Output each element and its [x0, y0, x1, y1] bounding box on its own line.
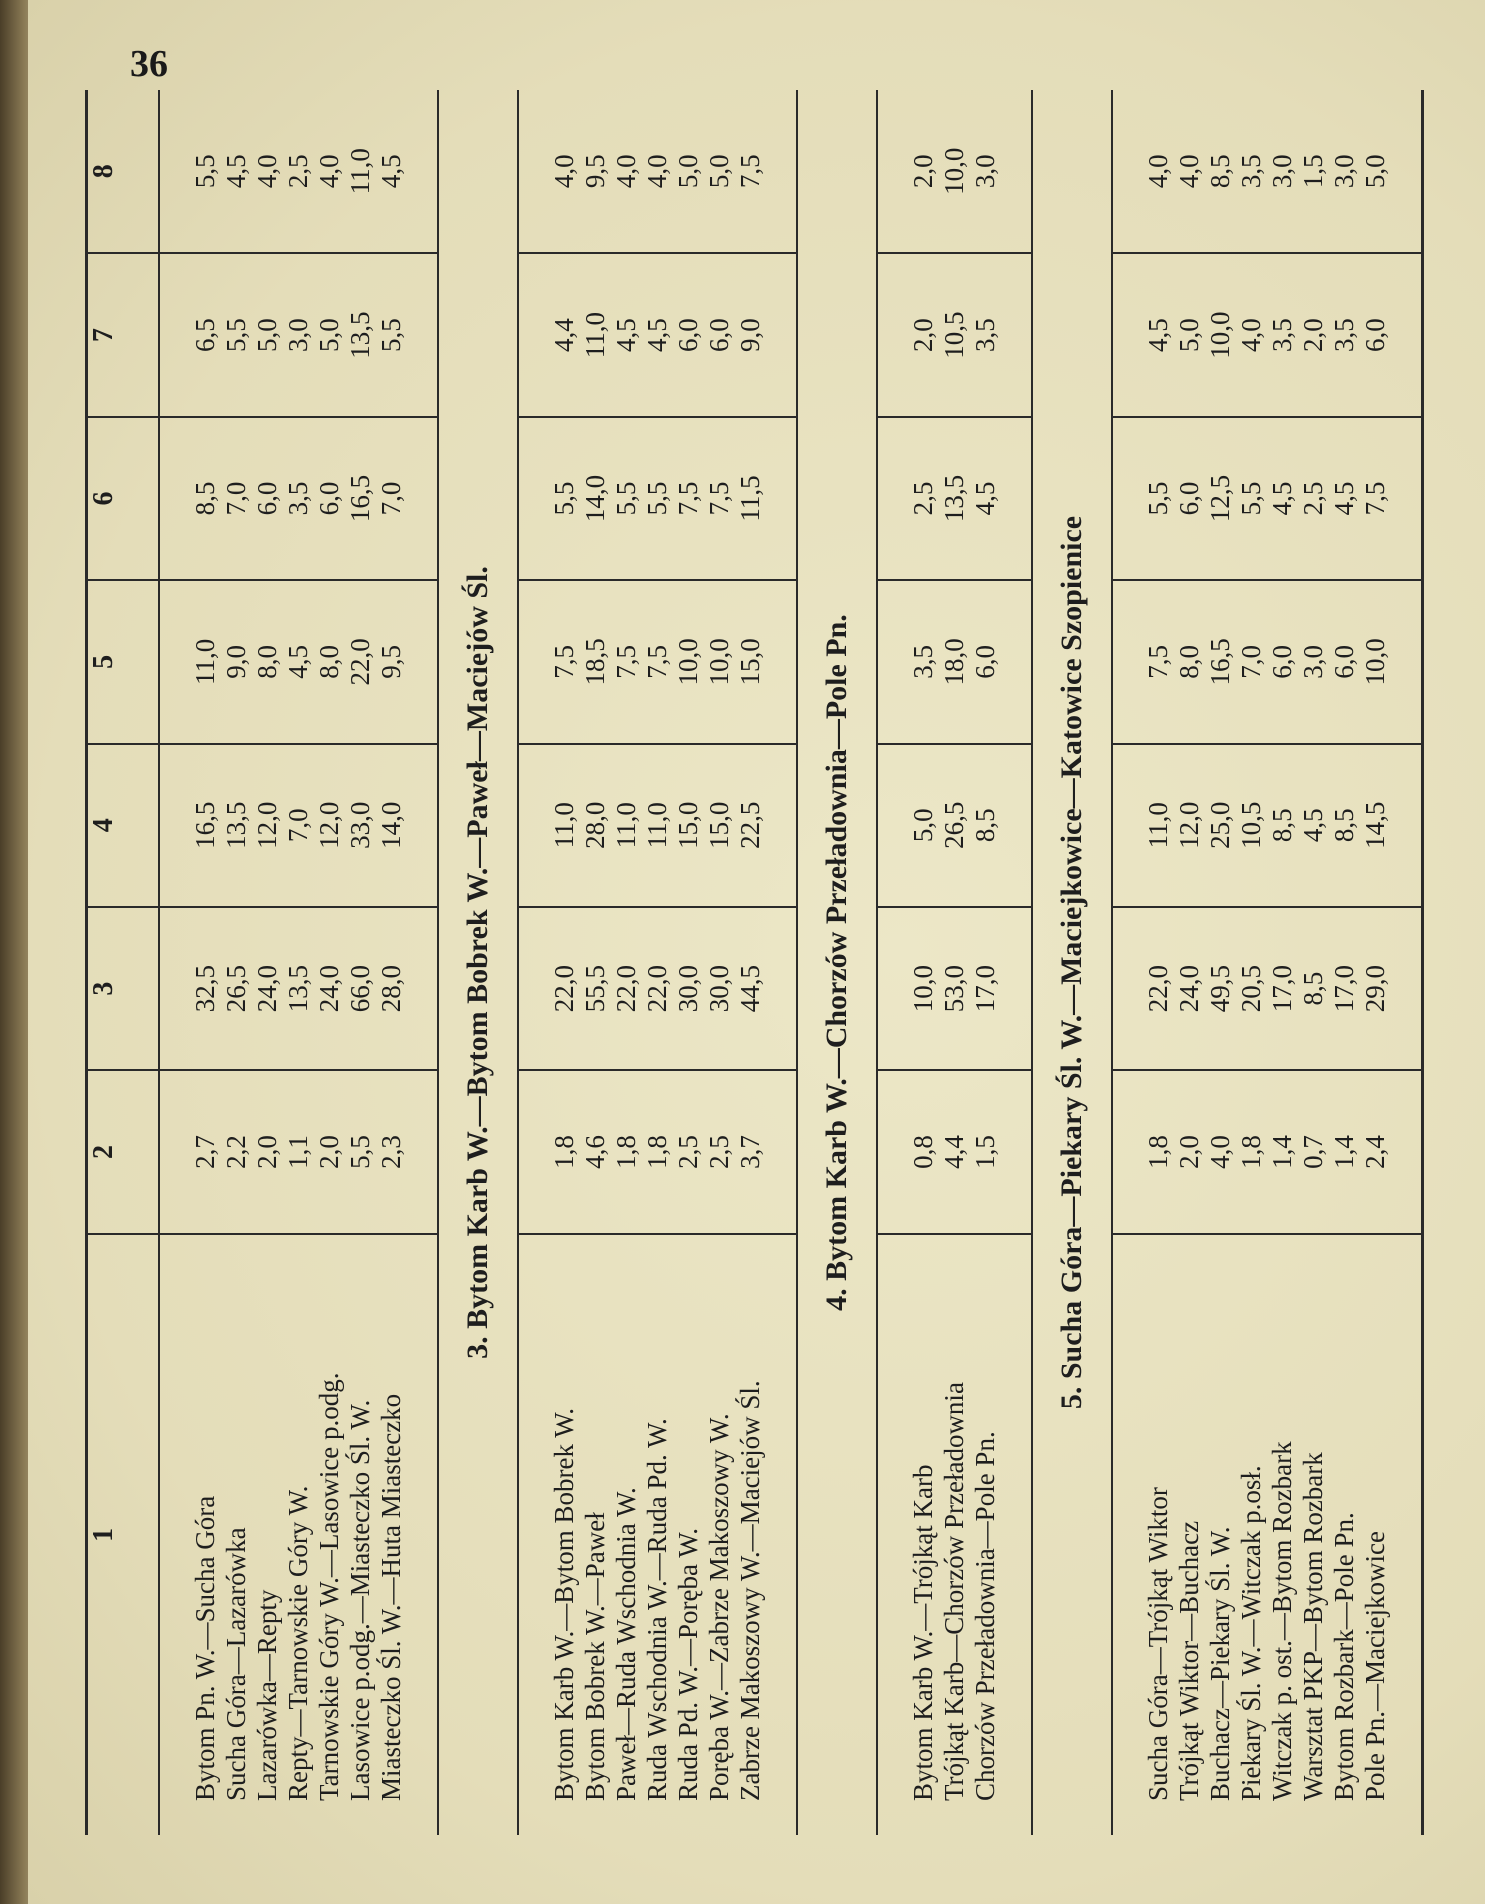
table-cell-value: 4,5	[221, 154, 251, 189]
table-cell-value: 8,5	[970, 808, 1000, 843]
table-cell-value: 2,5	[704, 1135, 734, 1169]
table-cell-value: 7,5	[1143, 645, 1173, 679]
table-cell-value: 9,5	[376, 645, 406, 679]
value-column-cell	[159, 907, 438, 1070]
table-cell-value: 1,5	[1298, 154, 1328, 189]
route-name: Bytom Karb W.—Trójkąt Karb	[908, 1464, 938, 1801]
column-header: 6	[87, 417, 160, 580]
table-cell-value: 4,5	[1298, 808, 1328, 843]
table-cell-value: 10,0	[1205, 311, 1235, 359]
route-name: Bytom Rozbark—Pole Pn.	[1329, 1512, 1359, 1801]
value-column-cell	[877, 580, 1032, 743]
table-cell-value: 49,5	[1205, 964, 1235, 1013]
table-cell-value: 4,0	[252, 154, 282, 189]
table-cell-value: 7,0	[221, 481, 251, 516]
table-cell-value: 6,5	[190, 318, 220, 353]
table-cell-value: 22,0	[1143, 964, 1173, 1013]
table-cell-value: 22,0	[642, 964, 672, 1013]
route-name: Trójkąt Karb—Chorzów Przeładownia	[939, 1382, 969, 1801]
table-cell-value: 7,0	[283, 808, 313, 843]
table-cell-value: 4,4	[549, 318, 579, 353]
table-cell-value: 4,0	[611, 154, 641, 189]
table-cell-value: 17,0	[1329, 964, 1359, 1013]
table-cell-value: 5,0	[252, 318, 282, 353]
table-cell-value: 4,5	[283, 645, 313, 679]
column-header: 1	[87, 1234, 160, 1835]
value-column-cell	[877, 417, 1032, 580]
section-title-row	[438, 90, 518, 1835]
table-cell-value: 7,5	[735, 154, 765, 189]
table-cell-value: 2,4	[1360, 1135, 1390, 1169]
table-cell-value: 3,0	[283, 318, 313, 353]
table-cell-value: 4,5	[1329, 481, 1359, 516]
table-cell-value: 28,0	[580, 801, 610, 849]
table-cell-value: 29,0	[1360, 964, 1390, 1013]
table-cell-value: 11,0	[549, 802, 579, 849]
table-cell-value: 16,5	[1205, 638, 1235, 686]
table-cell-value: 8,5	[1329, 808, 1359, 843]
route-name: Trójkąt Wiktor—Buchacz	[1174, 1520, 1204, 1801]
table-cell-value: 13,5	[939, 474, 969, 523]
table-cell-value: 15,0	[735, 638, 765, 686]
table-cell-value: 13,5	[345, 311, 375, 359]
table-cell-value: 7,5	[704, 481, 734, 516]
table-cell-value: 6,0	[1360, 318, 1390, 353]
table-cell-value: 15,0	[673, 801, 703, 849]
route-group	[518, 90, 797, 1835]
table-cell-value: 5,5	[376, 318, 406, 353]
route-names-cell	[1112, 1234, 1423, 1835]
column-header: 4	[87, 744, 160, 907]
table-cell-value: 3,0	[1267, 154, 1297, 189]
route-name: Witczak p. ost.—Bytom Rozbark	[1267, 1441, 1297, 1801]
table-cell-value: 11,0	[345, 148, 375, 195]
column-header: 3	[87, 907, 160, 1070]
header-row	[87, 90, 160, 1835]
table-cell-value: 5,0	[314, 318, 344, 353]
table-cell-value: 4,5	[642, 318, 672, 353]
table-cell-value: 18,5	[580, 638, 610, 686]
table-cell-value: 2,5	[283, 154, 313, 189]
table-cell-value: 5,5	[611, 481, 641, 516]
table-cell-value: 7,5	[611, 645, 641, 679]
column-header: 2	[87, 1070, 160, 1233]
table-cell-value: 4,5	[376, 154, 406, 189]
value-column-cell	[1112, 744, 1423, 907]
table-cell-value: 3,0	[1298, 645, 1328, 679]
table-cell-value: 4,5	[1267, 481, 1297, 516]
table-cell-value: 16,5	[190, 801, 220, 849]
table-cell-value: 6,0	[970, 645, 1000, 679]
table-cell-value: 6,0	[252, 481, 282, 516]
section-title: 3. Bytom Karb W.—Bytom Bobrek W.—Paweł—Maciejów Śl.	[438, 90, 518, 1835]
table-cell-value: 11,0	[642, 802, 672, 849]
table-cell-value: 9,5	[580, 154, 610, 189]
route-group	[877, 90, 1032, 1835]
value-column-cell	[877, 1070, 1032, 1233]
table-cell-value: 4,0	[642, 154, 672, 189]
table-cell-value: 3,5	[1267, 318, 1297, 353]
table-cell-value: 30,0	[704, 964, 734, 1013]
value-column-cell	[518, 253, 797, 416]
rotated-tariff-table	[85, 90, 1390, 1835]
table-cell-value: 5,0	[704, 154, 734, 189]
route-name: Warsztat PKP—Bytom Rozbark	[1298, 1452, 1328, 1801]
value-column-cell	[518, 417, 797, 580]
table-cell-value: 18,0	[939, 638, 969, 686]
table-cell-value: 66,0	[345, 964, 375, 1013]
table-cell-value: 12,0	[314, 801, 344, 849]
table-cell-value: 12,0	[252, 801, 282, 849]
column-header: 8	[87, 90, 160, 253]
table-cell-value: 24,0	[252, 964, 282, 1013]
table-cell-value: 11,0	[580, 312, 610, 359]
route-names-cell	[877, 1234, 1032, 1835]
table-cell-value: 7,5	[1360, 481, 1390, 516]
table-cell-value: 0,7	[1298, 1135, 1328, 1169]
table-cell-value: 3,0	[970, 154, 1000, 189]
route-group	[1112, 90, 1423, 1835]
table-cell-value: 0,8	[908, 1135, 938, 1169]
table-cell-value: 4,0	[314, 154, 344, 189]
table-cell-value: 5,5	[642, 481, 672, 516]
table-cell-value: 6,0	[1267, 645, 1297, 679]
table-cell-value: 1,4	[1267, 1135, 1297, 1169]
value-column-cell	[518, 744, 797, 907]
table-cell-value: 2,7	[190, 1135, 220, 1169]
table-cell-value: 6,0	[1174, 481, 1204, 516]
table-cell-value: 4,0	[1236, 318, 1266, 353]
value-column-cell	[1112, 907, 1423, 1070]
table-cell-value: 10,0	[939, 147, 969, 195]
route-name: Repty—Tarnowskie Góry W.	[283, 1485, 313, 1801]
route-name: Pole Pn.—Maciejkowice	[1360, 1531, 1390, 1801]
table-cell-value: 8,5	[1298, 971, 1328, 1006]
table-cell-value: 4,4	[939, 1135, 969, 1169]
route-name: Bytom Karb W.—Bytom Bobrek W.	[549, 1407, 579, 1801]
table-cell-value: 4,5	[970, 481, 1000, 516]
table-cell-value: 2,5	[1298, 481, 1328, 516]
section-title-row	[1032, 90, 1112, 1835]
table-cell-value: 8,0	[1174, 645, 1204, 679]
table-cell-value: 55,5	[580, 964, 610, 1013]
table-cell-value: 7,0	[1236, 645, 1266, 679]
route-names-cell	[518, 1234, 797, 1835]
table-cell-value: 22,5	[735, 801, 765, 849]
table-cell-value: 2,3	[376, 1135, 406, 1169]
table-cell-value: 6,0	[704, 318, 734, 353]
table-cell-value: 5,5	[345, 1135, 375, 1169]
table-cell-value: 1,5	[970, 1135, 1000, 1169]
table-cell-value: 2,0	[908, 154, 938, 189]
table-cell-value: 4,5	[1143, 318, 1173, 353]
value-column-cell	[159, 253, 438, 416]
table-cell-value: 8,0	[252, 645, 282, 679]
table-cell-value: 6,0	[673, 318, 703, 353]
table-cell-value: 4,0	[1143, 154, 1173, 189]
table-cell-value: 11,0	[1143, 802, 1173, 849]
section-title: 5. Sucha Góra—Piekary Śl. W.—Maciejkowice—Katowice Szopienice	[1032, 90, 1112, 1835]
table-cell-value: 44,5	[735, 964, 765, 1013]
table-cell-value: 10,0	[673, 638, 703, 686]
table-cell-value: 1,1	[283, 1135, 313, 1169]
table-cell-value: 5,0	[1174, 318, 1204, 353]
value-column-cell	[159, 417, 438, 580]
table-cell-value: 11,0	[190, 638, 220, 685]
route-name: Piekary Śl. W.—Witczak p.osł.	[1236, 1465, 1266, 1801]
table-cell-value: 8,5	[1267, 808, 1297, 843]
table-cell-value: 26,5	[939, 801, 969, 849]
route-name: Ruda Wschodnia W.—Ruda Pd. W.	[642, 1418, 672, 1801]
route-name: Buchacz—Piekary Śl. W.	[1205, 1526, 1235, 1801]
route-name: Chorzów Przeładownia—Pole Pn.	[970, 1431, 1000, 1801]
table-cell-value: 30,0	[673, 964, 703, 1013]
table-cell-value: 2,5	[908, 481, 938, 516]
column-header: 7	[87, 253, 160, 416]
table-cell-value: 5,5	[221, 318, 251, 353]
table-cell-value: 13,5	[283, 964, 313, 1013]
value-column-cell	[1112, 580, 1423, 743]
table-cell-value: 1,8	[1143, 1135, 1173, 1169]
table-cell-value: 22,0	[611, 964, 641, 1013]
value-column-cell	[877, 90, 1032, 253]
table-cell-value: 10,5	[1236, 801, 1266, 849]
table-cell-value: 2,5	[673, 1135, 703, 1169]
table-cell-value: 11,5	[735, 475, 765, 522]
table-cell-value: 4,0	[549, 154, 579, 189]
value-column-cell	[1112, 417, 1423, 580]
table-cell-value: 17,0	[970, 964, 1000, 1013]
table-cell-value: 5,5	[549, 481, 579, 516]
value-column-cell	[1112, 253, 1423, 416]
table-cell-value: 5,0	[908, 808, 938, 843]
value-column-cell	[518, 580, 797, 743]
table-cell-value: 8,5	[1205, 154, 1235, 189]
table-cell-value: 1,4	[1329, 1135, 1359, 1169]
route-name: Sucha Góra—Lazarówka	[221, 1527, 251, 1801]
table-cell-value: 32,5	[190, 964, 220, 1013]
route-name: Lazarówka—Repty	[252, 1589, 282, 1801]
route-name: Bytom Bobrek W.—Paweł	[580, 1512, 610, 1801]
route-names-cell	[159, 1234, 438, 1835]
table-cell-value: 10,0	[1360, 638, 1390, 686]
table-cell-value: 10,0	[908, 964, 938, 1013]
table-cell-value: 3,5	[970, 318, 1000, 353]
table-cell-value: 2,0	[1174, 1135, 1204, 1169]
route-name: Paweł—Ruda Wschodnia W.	[611, 1487, 641, 1801]
table-cell-value: 3,5	[1329, 318, 1359, 353]
value-column-cell	[518, 1070, 797, 1233]
value-column-cell	[877, 253, 1032, 416]
table-cell-value: 26,5	[221, 964, 251, 1013]
table-cell-value: 10,0	[704, 638, 734, 686]
table-cell-value: 25,0	[1205, 801, 1235, 849]
table-cell-value: 2,0	[1298, 318, 1328, 353]
value-column-cell	[1112, 1070, 1423, 1233]
table-cell-value: 1,8	[549, 1135, 579, 1169]
table-cell-value: 6,0	[314, 481, 344, 516]
table-cell-value: 2,2	[221, 1135, 251, 1169]
table-cell-value: 1,8	[1236, 1135, 1266, 1169]
table-cell-value: 1,8	[611, 1135, 641, 1169]
table-cell-value: 7,5	[673, 481, 703, 516]
route-name: Zabrze Makoszowy W.—Maciejów Śl.	[735, 1380, 765, 1801]
table-cell-value: 12,0	[1174, 801, 1204, 849]
table-cell-value: 9,0	[735, 318, 765, 353]
route-group	[159, 90, 438, 1835]
table-cell-value: 13,5	[221, 801, 251, 849]
table-cell-value: 22,0	[549, 964, 579, 1013]
table-cell-value: 7,5	[642, 645, 672, 679]
section-title: 4. Bytom Karb W.—Chorzów Przeładownia—Pole Pn.	[797, 90, 877, 1835]
value-column-cell	[877, 744, 1032, 907]
section-title-row	[797, 90, 877, 1835]
table-cell-value: 11,0	[611, 802, 641, 849]
table-cell-value: 1,8	[642, 1135, 672, 1169]
route-name: Miasteczko Śl. W.—Huta Miasteczko	[376, 1393, 406, 1801]
table-cell-value: 7,5	[549, 645, 579, 679]
table-cell-value: 33,0	[345, 801, 375, 849]
table-cell-value: 3,0	[1329, 154, 1359, 189]
table-cell-value: 2,0	[908, 318, 938, 353]
value-column-cell	[877, 907, 1032, 1070]
value-column-cell	[518, 907, 797, 1070]
table-cell-value: 2,0	[252, 1135, 282, 1169]
table-cell-value: 4,0	[1174, 154, 1204, 189]
value-column-cell	[159, 580, 438, 743]
table-cell-value: 3,5	[283, 481, 313, 516]
table-cell-value: 9,0	[221, 645, 251, 679]
table-cell-value: 5,5	[1143, 481, 1173, 516]
table-cell-value: 14,5	[1360, 801, 1390, 849]
table-cell-value: 12,5	[1205, 474, 1235, 523]
route-name: Bytom Pn. W.—Sucha Góra	[190, 1495, 220, 1801]
table-cell-value: 4,6	[580, 1135, 610, 1169]
page-number: 36	[130, 43, 168, 85]
table-cell-value: 5,0	[673, 154, 703, 189]
table-cell-value: 15,0	[704, 801, 734, 849]
value-column-cell	[1112, 90, 1423, 253]
table-cell-value: 4,5	[611, 318, 641, 353]
route-name: Tarnowskie Góry W.—Lasowice p.odg.	[314, 1372, 344, 1801]
table-cell-value: 7,0	[376, 481, 406, 516]
table-cell-value: 2,0	[314, 1135, 344, 1169]
table-cell-value: 5,0	[1360, 154, 1390, 189]
column-header: 5	[87, 580, 160, 743]
route-name: Sucha Góra—Trójkąt Wiktor	[1143, 1487, 1173, 1801]
table-cell-value: 8,5	[190, 481, 220, 516]
table-cell-value: 24,0	[314, 964, 344, 1013]
table-cell-value: 3,5	[1236, 154, 1266, 189]
value-column-cell	[159, 744, 438, 907]
table-cell-value: 20,5	[1236, 964, 1266, 1013]
table-cell-value: 17,0	[1267, 964, 1297, 1013]
table-cell-value: 3,5	[908, 645, 938, 679]
table-cell-value: 24,0	[1174, 964, 1204, 1013]
table-cell-value: 28,0	[376, 964, 406, 1013]
table-cell-value: 6,0	[1329, 645, 1359, 679]
route-name: Ruda Pd. W.—Poręba W.	[673, 1527, 703, 1801]
table-cell-value: 53,0	[939, 964, 969, 1013]
value-column-cell	[518, 90, 797, 253]
table-cell-value: 5,5	[190, 154, 220, 189]
value-column-cell	[159, 1070, 438, 1233]
route-name: Lasowice p.odg.—Miasteczko Śl. W.	[345, 1399, 375, 1801]
table-cell-value: 5,5	[1236, 481, 1266, 516]
table-cell-value: 14,0	[376, 801, 406, 849]
value-column-cell	[159, 90, 438, 253]
table-cell-value: 4,0	[1205, 1135, 1235, 1169]
tariff-table	[85, 90, 1424, 1835]
table-cell-value: 3,7	[735, 1135, 765, 1169]
table-cell-value: 10,5	[939, 311, 969, 359]
table-cell-value: 8,0	[314, 645, 344, 679]
table-cell-value: 22,0	[345, 638, 375, 686]
route-name: Poręba W.—Zabrze Makoszowy W.	[704, 1413, 734, 1801]
table-cell-value: 14,0	[580, 474, 610, 523]
table-cell-value: 16,5	[345, 474, 375, 523]
